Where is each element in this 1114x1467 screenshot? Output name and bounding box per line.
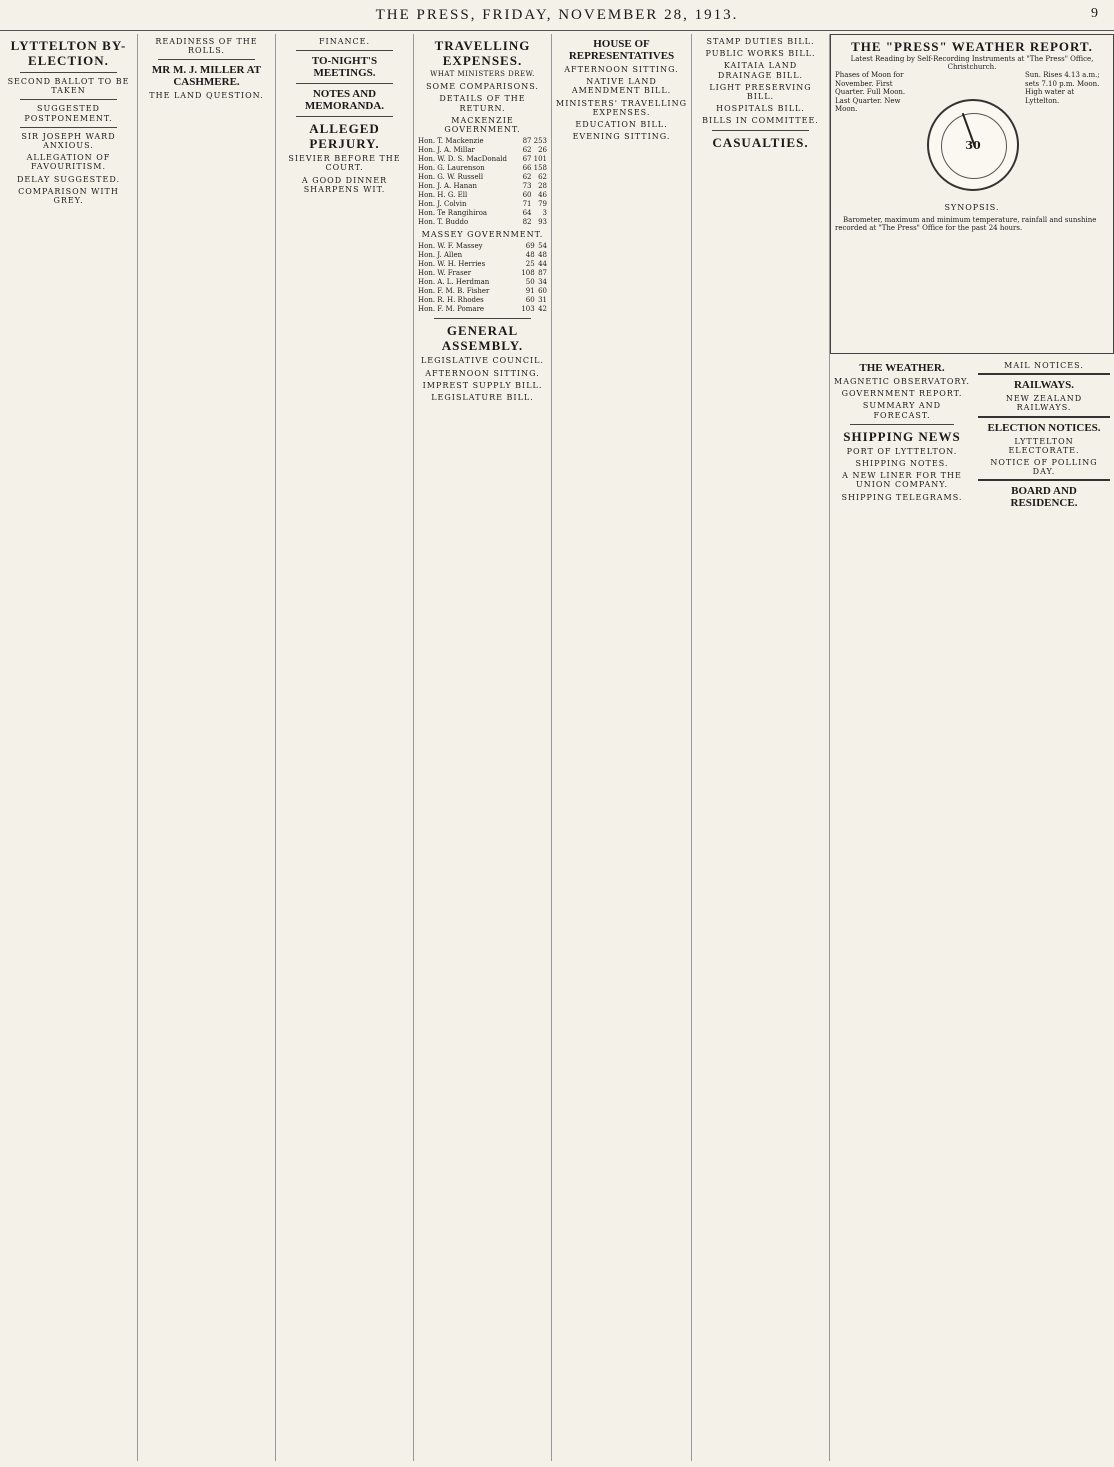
subhead: PORT OF LYTTELTON. — [846, 446, 958, 456]
expense-value: 91 — [525, 287, 535, 296]
subhead: NEW ZEALAND RAILWAYS. — [1005, 394, 1083, 413]
expense-value: 50 — [525, 278, 535, 287]
minister-name: Hon. F. M. Pomare — [418, 305, 485, 314]
minister-name: Hon. R. H. Rhodes — [418, 296, 484, 305]
column-5 — [552, 34, 692, 1461]
table-row — [418, 164, 547, 173]
minister-name: Hon. W. F. Massey — [418, 242, 483, 251]
expense-value: 25 — [525, 260, 535, 269]
headline-lyttelton: LYTTELTON BY-ELECTION. — [10, 38, 127, 68]
dial-label: 30 — [965, 139, 981, 152]
subhead: AFTERNOON SITTING. — [564, 65, 679, 74]
subhead: LEGISLATIVE COUNCIL. — [420, 356, 545, 366]
subhead: SOME COMPARISONS. — [426, 82, 539, 92]
table-row — [418, 260, 547, 269]
barometer-dial — [927, 99, 1019, 191]
masthead — [0, 0, 1114, 31]
expense-value: 48 — [538, 251, 547, 260]
subhead: LEGISLATURE BILL. — [431, 393, 534, 403]
subhead: A NEW LINER FOR THE UNION COMPANY. — [842, 471, 962, 490]
weather-title: THE "PRESS" WEATHER REPORT. — [851, 39, 1093, 54]
minister-name: Hon. Te Rangihiroa — [418, 209, 488, 218]
expense-value: 44 — [538, 260, 547, 269]
minister-name: Hon. W. D. S. MacDonald — [418, 155, 507, 164]
column-2 — [138, 34, 276, 1461]
subhead: DELAY SUGGESTED. — [16, 174, 120, 184]
table-row — [418, 173, 547, 182]
minister-name: Hon. H. G. Ell — [418, 191, 468, 200]
expense-value: 62 — [538, 173, 547, 182]
subhead: SUGGESTED POSTPONEMENT. — [24, 104, 113, 123]
weather-synopsis — [835, 201, 1109, 236]
page-number: 9 — [1091, 6, 1100, 21]
subhead: THE LAND QUESTION. — [149, 91, 264, 101]
divider — [712, 130, 809, 131]
minister-name: Hon. G. Laurenson — [418, 164, 485, 173]
subhead: EVENING SITTING. — [572, 132, 671, 142]
subhead: WHAT MINISTERS DREW. — [430, 70, 535, 78]
expense-value: 69 — [525, 242, 535, 251]
minister-name: Hon. W. Fraser — [418, 269, 472, 278]
table-row — [418, 296, 547, 305]
expense-value: 26 — [538, 146, 547, 155]
synopsis-title: SYNOPSIS. — [944, 203, 1000, 212]
column-4 — [414, 34, 552, 1461]
expense-value: 31 — [538, 296, 547, 305]
expense-value: 82 — [522, 218, 532, 227]
headline-railways: RAILWAYS. — [1013, 379, 1075, 392]
sun-moon-times: Sun. Rises 4.13 a.m.; sets 7.10 p.m. Moon. High water at Lyttelton. — [1025, 71, 1100, 105]
table-row — [418, 278, 547, 287]
table-row — [418, 251, 547, 260]
expense-value: 73 — [522, 182, 532, 191]
headline-casualties: CASUALTIES. — [712, 134, 809, 150]
subhead: READINESS OF THE ROLLS. — [155, 37, 258, 56]
divider — [978, 373, 1110, 375]
headline-perjury: ALLEGED PERJURY. — [309, 121, 380, 152]
column-6 — [692, 34, 830, 1461]
minister-name: Hon. T. Mackenzie — [418, 137, 484, 146]
column-1 — [0, 34, 138, 1461]
divider — [296, 50, 393, 51]
divider — [296, 83, 393, 84]
minister-name: Hon. A. L. Herdman — [418, 278, 490, 287]
headline-shipping: SHIPPING NEWS — [843, 428, 961, 444]
subhead: SUMMARY AND FORECAST. — [862, 401, 942, 420]
table-row — [418, 146, 547, 155]
headline-notes: NOTES AND MEMORANDA. — [304, 88, 385, 113]
expense-value: 103 — [521, 305, 535, 314]
headline-miller: MR M. J. MILLER AT CASHMERE. — [151, 64, 262, 89]
headline-election-notices: ELECTION NOTICES. — [987, 421, 1101, 434]
column-7 — [830, 358, 974, 1461]
subhead: LIGHT PRESERVING BILL. — [709, 82, 812, 102]
headline-assembly: GENERAL ASSEMBLY. — [441, 323, 524, 354]
column-3 — [276, 34, 414, 1461]
table-row — [418, 200, 547, 209]
expense-value: 66 — [522, 164, 532, 173]
expense-value: 60 — [525, 296, 535, 305]
expense-value: 34 — [538, 278, 547, 287]
expense-value: 28 — [538, 182, 547, 191]
divider — [850, 424, 954, 425]
expense-value: 54 — [538, 242, 547, 251]
expense-value: 60 — [522, 191, 532, 200]
subhead: AFTERNOON SITTING. — [425, 368, 540, 378]
expense-value: 87 — [538, 269, 547, 278]
expense-value: 253 — [533, 137, 547, 146]
expense-value: 62 — [522, 146, 532, 155]
table-row — [418, 269, 547, 278]
expense-value: 48 — [525, 251, 535, 260]
table-row — [418, 209, 547, 218]
table-row — [418, 305, 547, 314]
headline-house: HOUSE OF REPRESENTATIVES — [568, 38, 675, 62]
expense-value: 64 — [522, 209, 532, 218]
column-8 — [974, 358, 1114, 1461]
minister-name: Hon. J. A. Millar — [418, 146, 475, 155]
subhead: SHIPPING TELEGRAMS. — [841, 492, 963, 502]
weather-subtitle: Latest Reading by Self-Recording Instruments at "The Press" Office, Christchurch. — [850, 55, 1094, 71]
subhead: DETAILS OF THE RETURN. — [439, 94, 526, 113]
table-row — [418, 137, 547, 146]
expense-value: 67 — [522, 155, 532, 164]
expense-value: 60 — [538, 287, 547, 296]
subhead: SIEVIER BEFORE THE COURT. — [288, 154, 401, 173]
subhead: PUBLIC WORKS BILL. — [705, 49, 816, 59]
subhead: NATIVE LAND AMENDMENT BILL. — [571, 77, 672, 96]
divider — [158, 59, 255, 60]
divider — [20, 99, 117, 100]
subhead: KAITAIA LAND DRAINAGE BILL. — [717, 61, 804, 80]
subhead: MACKENZIE GOVERNMENT. — [444, 115, 521, 135]
subhead: BILLS IN COMMITTEE. — [702, 116, 819, 126]
table-row — [418, 242, 547, 251]
moon-phases: Phases of Moon for November. First Quarter. Full Moon. Last Quarter. New Moon. — [835, 71, 906, 113]
table-row — [418, 155, 547, 164]
expense-value: 108 — [521, 269, 535, 278]
expense-value: 79 — [538, 200, 547, 209]
minister-name: Hon. T. Buddo — [418, 218, 469, 227]
table-row — [418, 287, 547, 296]
expense-value: 93 — [538, 218, 547, 227]
expense-value: 3 — [542, 209, 547, 218]
expense-value: 62 — [522, 173, 532, 182]
minister-name: Hon. G. W. Russell — [418, 173, 484, 182]
synopsis-text: Barometer, maximum and minimum temperature, rainfall and sunshine recorded at "The Press" Office for the past 24 hours. — [835, 215, 1097, 232]
headline-meetings: TO-NIGHT'S MEETINGS. — [311, 55, 378, 80]
minister-name: Hon. F. M. B. Fisher — [418, 287, 490, 296]
table-row — [418, 191, 547, 200]
table-row — [418, 182, 547, 191]
minister-name: Hon. J. Colvin — [418, 200, 467, 209]
subhead: MAIL NOTICES. — [1004, 361, 1084, 370]
subhead: STAMP DUTIES BILL. — [706, 37, 815, 46]
subhead: ALLEGATION OF FAVOURITISM. — [26, 153, 111, 172]
divider — [978, 416, 1110, 418]
subhead: MINISTERS' TRAVELLING EXPENSES. — [556, 98, 687, 117]
divider — [20, 72, 117, 73]
minister-name: Hon. J. A. Hanan — [418, 182, 477, 191]
subhead: NOTICE OF POLLING DAY. — [990, 458, 1098, 477]
massey-expenses-table — [418, 242, 547, 314]
divider — [20, 127, 117, 128]
expense-value: 42 — [538, 305, 547, 314]
expense-value: 158 — [533, 164, 547, 173]
expense-value: 87 — [522, 137, 532, 146]
subhead: GOVERNMENT REPORT. — [841, 389, 963, 399]
subhead: SECOND BALLOT TO BE TAKEN — [7, 77, 130, 96]
subhead: FINANCE. — [319, 37, 370, 46]
subhead: A GOOD DINNER SHARPENS WIT. — [301, 175, 388, 194]
weather-report-box — [830, 34, 1114, 354]
headline-weather: THE WEATHER. — [859, 362, 945, 374]
table-row — [418, 218, 547, 227]
masthead-title: THE PRESS, FRIDAY, NOVEMBER 28, 1913. — [375, 6, 739, 23]
expense-value: 101 — [533, 155, 547, 164]
subhead: MASSEY GOVERNMENT. — [421, 230, 544, 240]
subhead: COMPARISON WITH GREY. — [18, 186, 119, 206]
expense-value: 71 — [522, 200, 532, 209]
divider — [978, 479, 1110, 481]
headline-board-residence: BOARD AND RESIDENCE. — [1010, 485, 1078, 510]
subhead: EDUCATION BILL. — [575, 120, 668, 130]
divider — [434, 318, 531, 319]
headline-travelling: TRAVELLING EXPENSES. — [434, 38, 531, 68]
expense-value: 46 — [538, 191, 547, 200]
mackenzie-expenses-table — [418, 137, 547, 227]
divider — [296, 116, 393, 117]
subhead: MAGNETIC OBSERVATORY. — [834, 377, 970, 386]
subhead: HOSPITALS BILL. — [716, 104, 805, 114]
subhead: LYTTELTON ELECTORATE. — [1008, 436, 1080, 455]
subhead: IMPREST SUPPLY BILL. — [422, 380, 543, 390]
minister-name: Hon. J. Allen — [418, 251, 463, 260]
subhead: SHIPPING NOTES. — [855, 459, 949, 469]
minister-name: Hon. W. H. Herries — [418, 260, 486, 269]
subhead: SIR JOSEPH WARD ANXIOUS. — [21, 131, 116, 151]
